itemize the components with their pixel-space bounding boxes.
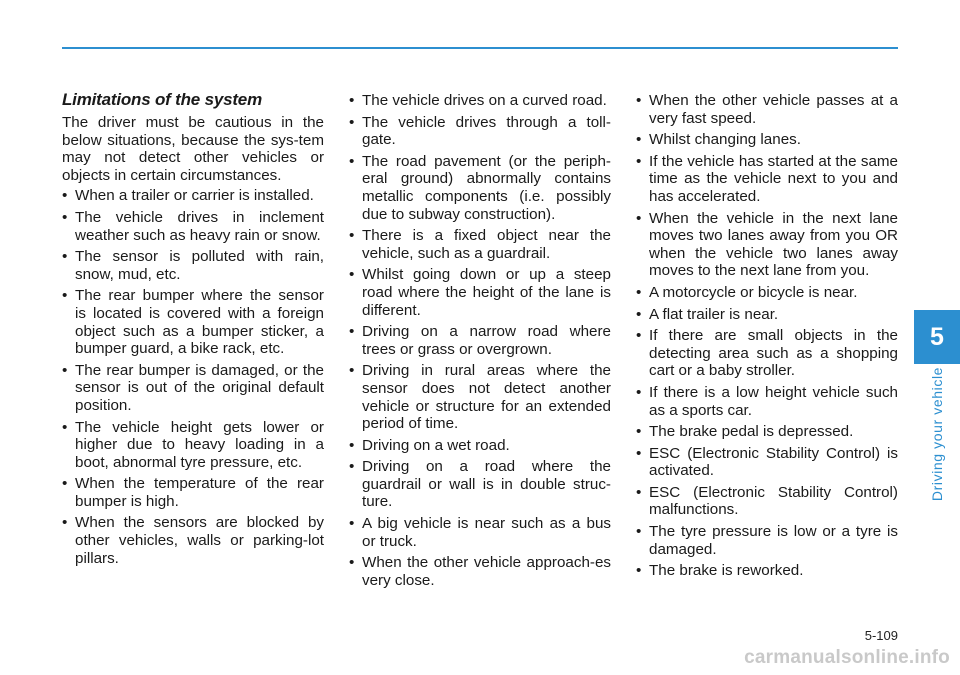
list-item-text: If the vehicle has started at the same time as the vehicle next to you and has accelerated. — [649, 152, 898, 205]
intro-paragraph: The driver must be cautious in the below situations, because the sys-tem may not detect other vehicles or objects in certain circumstances. — [62, 114, 324, 184]
list-item-text: If there is a low height vehicle such as a sports car. — [649, 383, 898, 419]
column-2 — [349, 92, 611, 593]
bullet-marker: • — [349, 227, 355, 245]
list-item — [636, 210, 898, 280]
list-item-text: ESC (Electronic Stability Control) malfunctions. — [649, 483, 898, 519]
list-item — [62, 248, 324, 283]
list-item-text: Whilst changing lanes. — [649, 131, 801, 149]
bullet-marker: • — [62, 418, 68, 436]
chapter-title: Driving your vehicle — [929, 366, 945, 502]
bullet-marker: • — [636, 483, 642, 501]
list-item-text: The vehicle drives on a curved road. — [362, 92, 607, 109]
bullet-marker: • — [62, 187, 68, 205]
list-item — [349, 515, 611, 550]
list-item-text: The road pavement (or the periph-eral ground) abnormally contains metallic components (i.e. possibly due to subway construction). — [362, 152, 611, 223]
list-item-text: The vehicle drives in inclement weather such as heavy rain or snow. — [75, 208, 324, 244]
list-item — [349, 114, 611, 149]
list-item-text: The brake pedal is depressed. — [649, 423, 854, 441]
list-item-text: The rear bumper is damaged, or the sensor is out of the original default position. — [75, 361, 324, 414]
list-item-text: The tyre pressure is low or a tyre is damaged. — [649, 523, 898, 558]
bullet-marker: • — [349, 554, 355, 572]
bullet-marker: • — [636, 562, 642, 580]
bullet-marker: • — [349, 515, 355, 533]
list-item-text: Driving on a road where the guardrail or wall is in double struc-ture. — [362, 458, 611, 511]
bullet-list-2 — [349, 92, 611, 589]
list-item — [349, 554, 611, 589]
list-item-text: The brake is reworked. — [649, 562, 804, 580]
list-item — [349, 458, 611, 511]
list-item-text: The sensor is polluted with rain, snow, mud, etc. — [75, 248, 324, 283]
list-item — [62, 187, 324, 205]
header-rule — [62, 47, 898, 49]
bullet-marker: • — [636, 327, 642, 345]
column-1 — [62, 90, 324, 571]
list-item — [636, 445, 898, 480]
bullet-marker: • — [349, 266, 355, 284]
bullet-marker: • — [349, 323, 355, 341]
list-item-text: When the other vehicle approach-es very close. — [362, 554, 611, 589]
list-item — [349, 362, 611, 432]
list-item — [636, 562, 898, 580]
list-item-text: A flat trailer is near. — [649, 305, 779, 323]
bullet-marker: • — [349, 436, 355, 454]
list-item-text: Driving on a wet road. — [362, 436, 510, 454]
list-item — [62, 514, 324, 567]
list-item-text: The vehicle drives through a toll-gate. — [362, 113, 611, 149]
section-heading: Limitations of the system — [62, 90, 262, 109]
list-item — [349, 266, 611, 319]
bullet-marker: • — [62, 361, 68, 379]
bullet-marker: • — [62, 514, 68, 532]
bullet-marker: • — [636, 444, 642, 462]
list-item-text: Whilst going down or up a steep road where the height of the lane is different. — [362, 266, 611, 319]
list-item-text: When the temperature of the rear bumper is high. — [75, 475, 324, 510]
list-item — [636, 153, 898, 206]
list-item-text: ESC (Electronic Stability Control) is activated. — [649, 444, 898, 480]
bullet-list-3 — [636, 92, 898, 580]
list-item — [349, 153, 611, 223]
list-item — [636, 523, 898, 558]
bullet-marker: • — [62, 475, 68, 493]
list-item — [636, 306, 898, 324]
list-item-text: There is a fixed object near the vehicle, such as a guardrail. — [362, 227, 611, 262]
bullet-marker: • — [636, 92, 642, 109]
bullet-marker: • — [349, 362, 355, 380]
column-3 — [636, 92, 898, 584]
bullet-marker: • — [636, 423, 642, 441]
bullet-marker: • — [349, 152, 355, 170]
page-number: 5-109 — [864, 628, 898, 643]
list-item-text: A motorcycle or bicycle is near. — [649, 283, 858, 301]
list-item-text: When the sensors are blocked by other vehicles, walls or parking-lot pillars. — [75, 514, 324, 567]
list-item — [62, 287, 324, 357]
list-item-text: The vehicle height gets lower or higher due to heavy loading in a boot, abnormal tyre pressure, etc. — [75, 418, 324, 471]
list-item-text: A big vehicle is near such as a bus or truck. — [362, 515, 611, 550]
list-item — [636, 92, 898, 127]
list-item-text: Driving on a narrow road where trees or grass or overgrown. — [362, 323, 611, 358]
bullet-marker: • — [62, 287, 68, 305]
list-item — [62, 362, 324, 415]
bullet-marker: • — [636, 152, 642, 170]
bullet-marker: • — [636, 131, 642, 149]
bullet-marker: • — [349, 92, 355, 109]
bullet-marker: • — [636, 523, 642, 541]
list-item — [349, 92, 611, 110]
chapter-number-tab: 5 — [914, 310, 960, 364]
bullet-marker: • — [349, 458, 355, 476]
list-item — [62, 419, 324, 472]
list-item-text: When the other vehicle passes at a very fast speed. — [649, 92, 898, 127]
list-item — [62, 475, 324, 510]
bullet-marker: • — [636, 305, 642, 323]
list-item-text: If there are small objects in the detecting area such as a shopping cart or a baby stroller. — [649, 327, 898, 380]
bullet-marker: • — [349, 113, 355, 131]
list-item — [349, 437, 611, 455]
bullet-marker: • — [62, 248, 68, 266]
watermark: carmanualsonline.info — [744, 647, 950, 668]
list-item — [349, 323, 611, 358]
list-item — [636, 327, 898, 380]
bullet-marker: • — [62, 208, 68, 226]
list-item-text: When the vehicle in the next lane moves two lanes away from you OR when the vehicle two lanes away moves to the next lane from you. — [649, 209, 898, 280]
list-item-text: When a trailer or carrier is installed. — [75, 187, 314, 205]
list-item — [636, 284, 898, 302]
list-item-text: The rear bumper where the sensor is located is covered with a foreign object such as a bumper sticker, a bumper guard, a bike rack, etc. — [75, 287, 324, 358]
list-item — [349, 227, 611, 262]
bullet-marker: • — [636, 283, 642, 301]
bullet-marker: • — [636, 383, 642, 401]
bullet-marker: • — [636, 209, 642, 227]
list-item — [636, 384, 898, 419]
list-item — [62, 209, 324, 244]
list-item — [636, 484, 898, 519]
list-item — [636, 423, 898, 441]
list-item-text: Driving in rural areas where the sensor does not detect another vehicle or structure for an extended period of time. — [362, 362, 611, 433]
bullet-list-1 — [62, 187, 324, 567]
list-item — [636, 131, 898, 149]
